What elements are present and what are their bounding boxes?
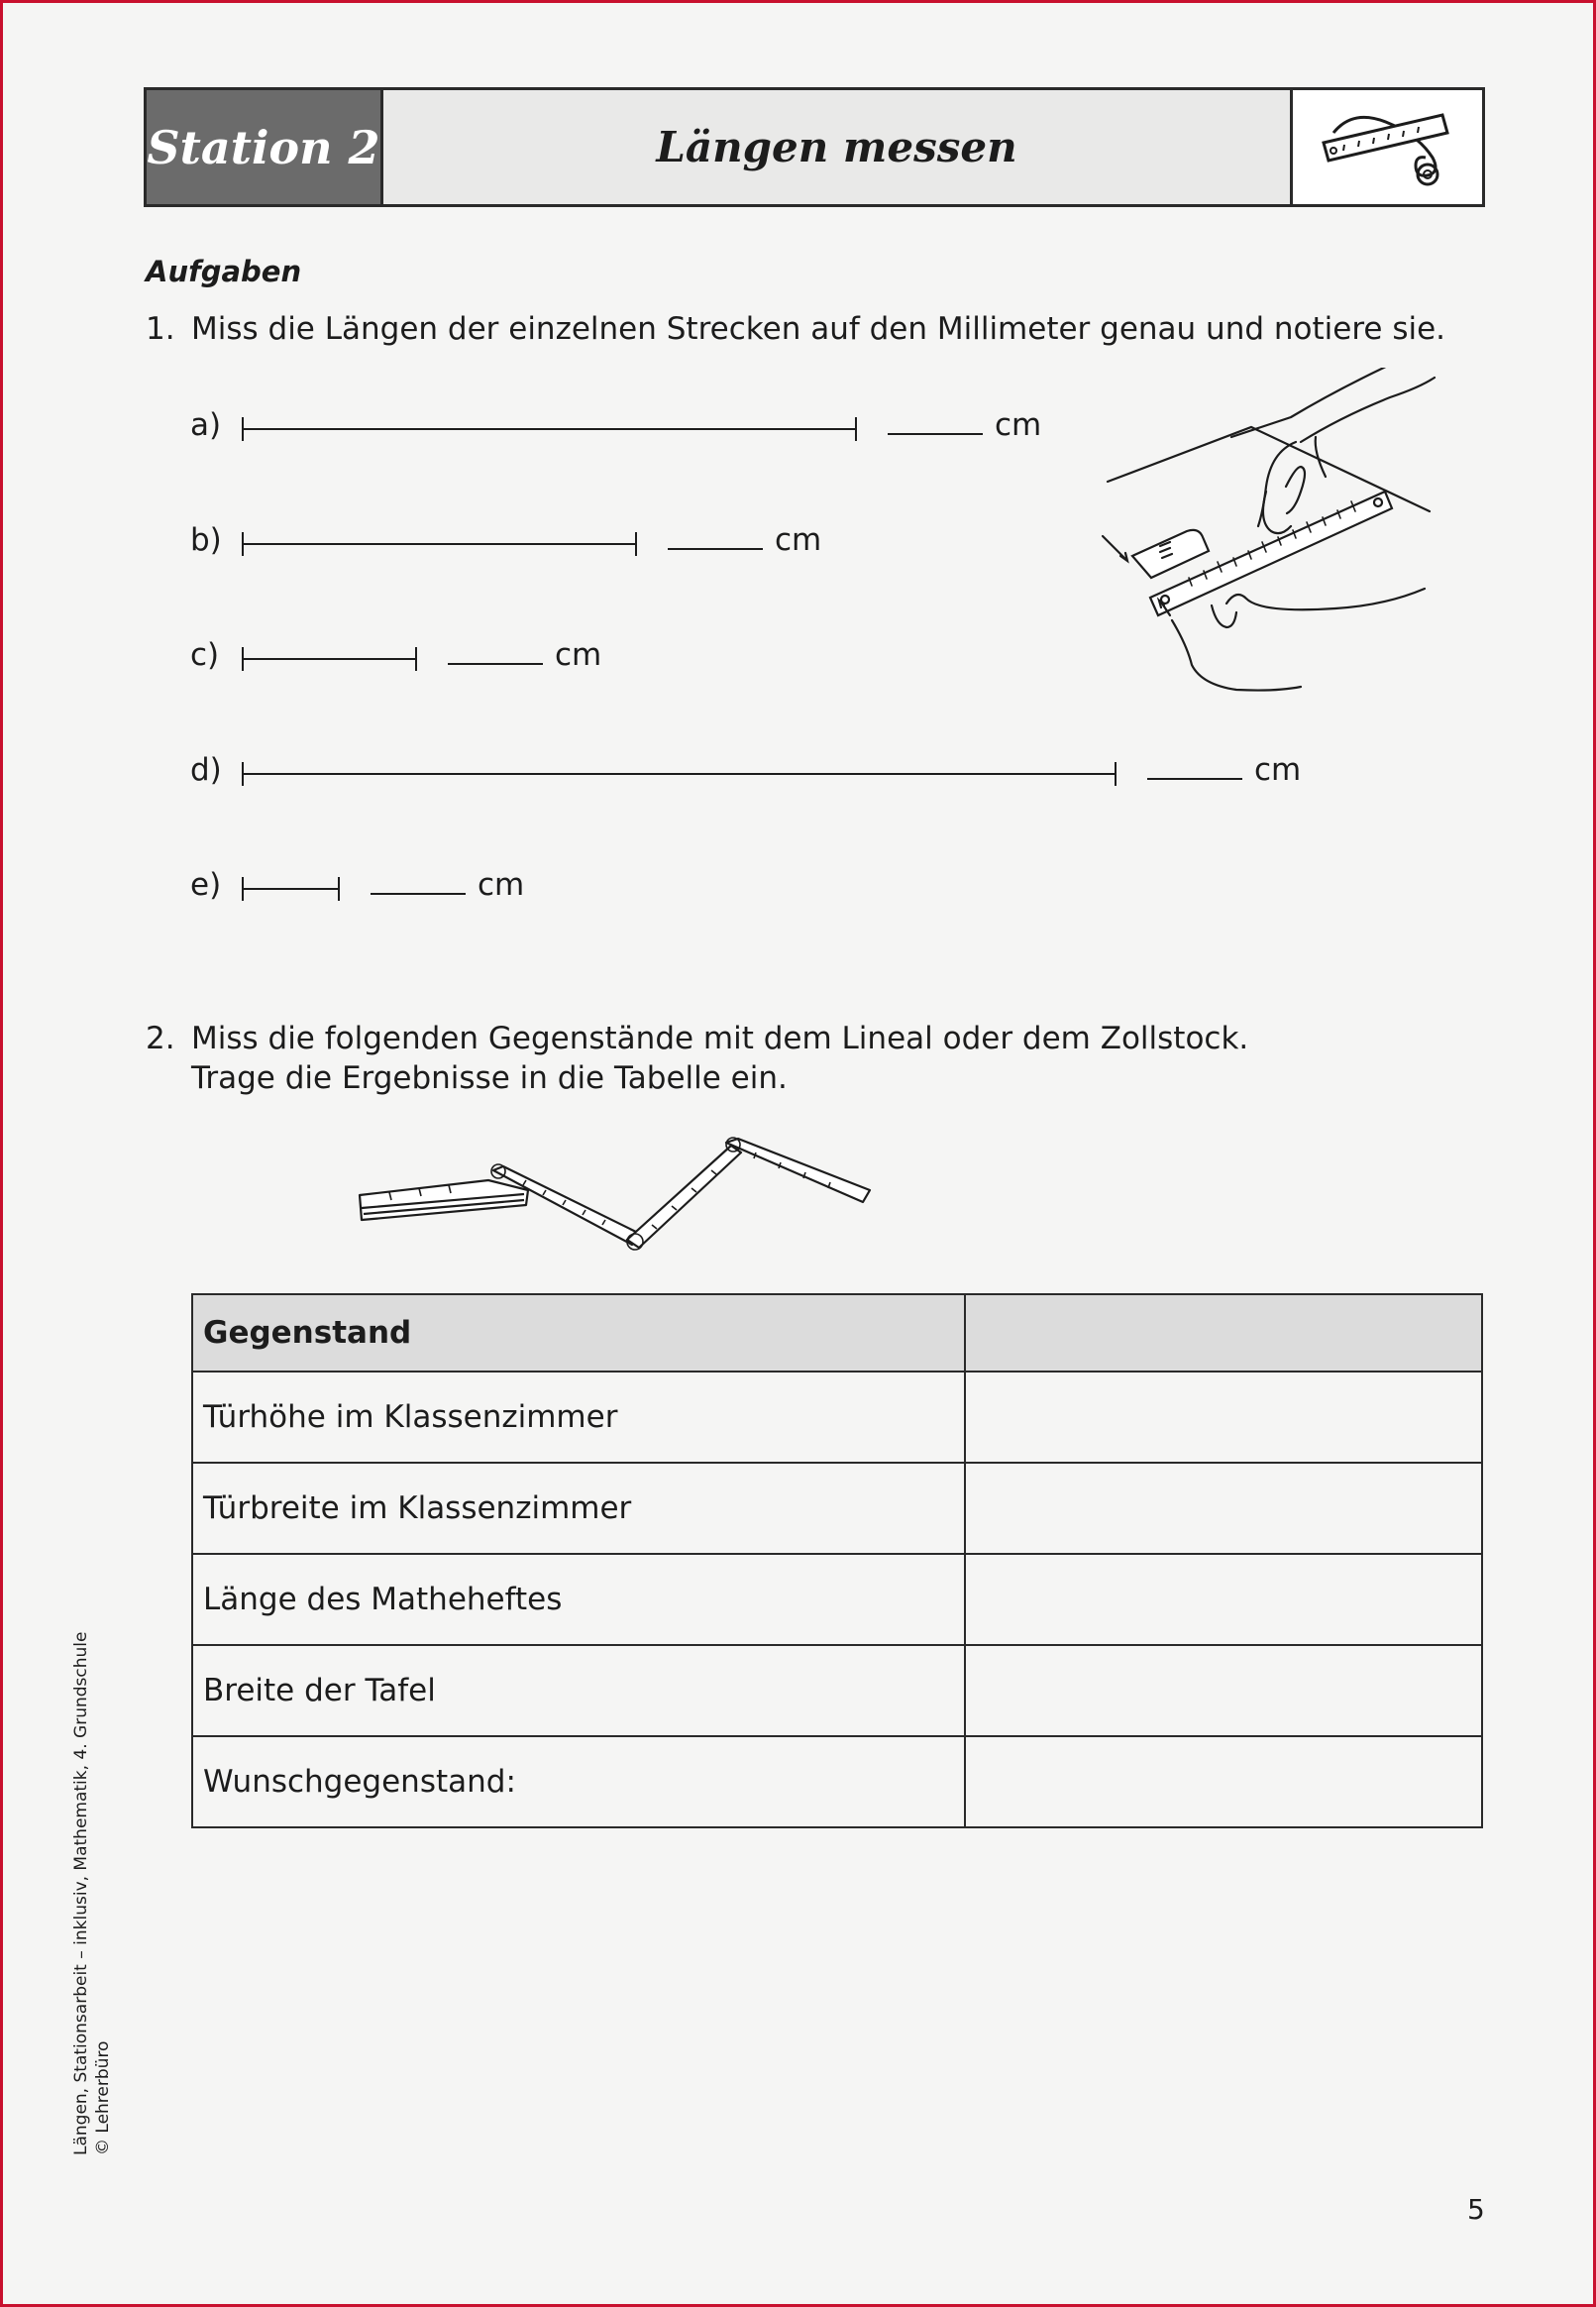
item-cell: Länge des Matheheftes	[192, 1554, 965, 1645]
item-cell: Wunschgegenstand:	[192, 1736, 965, 1827]
table-row	[192, 1372, 1482, 1463]
task-2	[146, 1019, 1434, 1098]
row-label: d)	[190, 752, 222, 788]
copyright-credit	[70, 1632, 114, 2156]
line-segment	[240, 865, 349, 905]
column-header-value	[965, 1294, 1482, 1372]
answer-blank[interactable]: cm	[668, 520, 821, 560]
page-number: 5	[1467, 2193, 1485, 2226]
column-header-item: Gegenstand	[192, 1294, 965, 1372]
results-table	[191, 1293, 1483, 1828]
line-segment	[240, 405, 864, 445]
line-segment	[240, 635, 428, 675]
table-row	[192, 1554, 1482, 1645]
line-segment	[240, 520, 646, 560]
item-cell: Breite der Tafel	[192, 1645, 965, 1736]
value-cell[interactable]	[965, 1736, 1482, 1827]
row-label: c)	[190, 637, 220, 673]
ruler-and-tape-measure-icon	[1290, 90, 1482, 204]
credit-line-2: © Lehrerbüro	[93, 2040, 113, 2155]
task-text-line-2: Trage die Ergebnisse in die Tabelle ein.	[191, 1060, 788, 1096]
task-number: 2.	[146, 1021, 175, 1056]
table-row	[192, 1645, 1482, 1736]
task-1	[146, 309, 1446, 349]
table-row	[192, 1463, 1482, 1554]
row-label: e)	[190, 867, 222, 903]
line-segment	[240, 750, 1126, 790]
table-row	[192, 1736, 1482, 1827]
answer-blank[interactable]: cm	[1147, 750, 1301, 790]
table-header-row	[192, 1294, 1482, 1372]
task-text: Miss die Längen der einzelnen Strecken auf den Millimeter genau und notiere sie.	[191, 311, 1446, 347]
value-cell[interactable]	[965, 1554, 1482, 1645]
row-label: a)	[190, 407, 222, 443]
credit-line-1: Längen, Stationsarbeit – inklusiv, Mathematik, 4. Grundschule	[71, 1631, 91, 2155]
station-label: Station 2	[147, 90, 383, 204]
answer-blank[interactable]: cm	[448, 635, 601, 675]
hands-measuring-eraser-with-ruler-icon	[1093, 368, 1449, 695]
value-cell[interactable]	[965, 1372, 1482, 1463]
answer-blank[interactable]: cm	[888, 405, 1041, 445]
item-cell: Türbreite im Klassenzimmer	[192, 1463, 965, 1554]
value-cell[interactable]	[965, 1463, 1482, 1554]
folding-ruler-icon	[350, 1131, 885, 1264]
page-title: Längen messen	[656, 123, 1017, 171]
answer-blank[interactable]: cm	[371, 865, 524, 905]
station-header	[144, 87, 1485, 207]
item-cell: Türhöhe im Klassenzimmer	[192, 1372, 965, 1463]
value-cell[interactable]	[965, 1645, 1482, 1736]
task-text-line-1: Miss die folgenden Gegenstände mit dem Lineal oder dem Zollstock.	[191, 1021, 1249, 1056]
task-number: 1.	[146, 311, 175, 347]
section-heading: Aufgaben	[146, 255, 302, 288]
row-label: b)	[190, 522, 222, 558]
